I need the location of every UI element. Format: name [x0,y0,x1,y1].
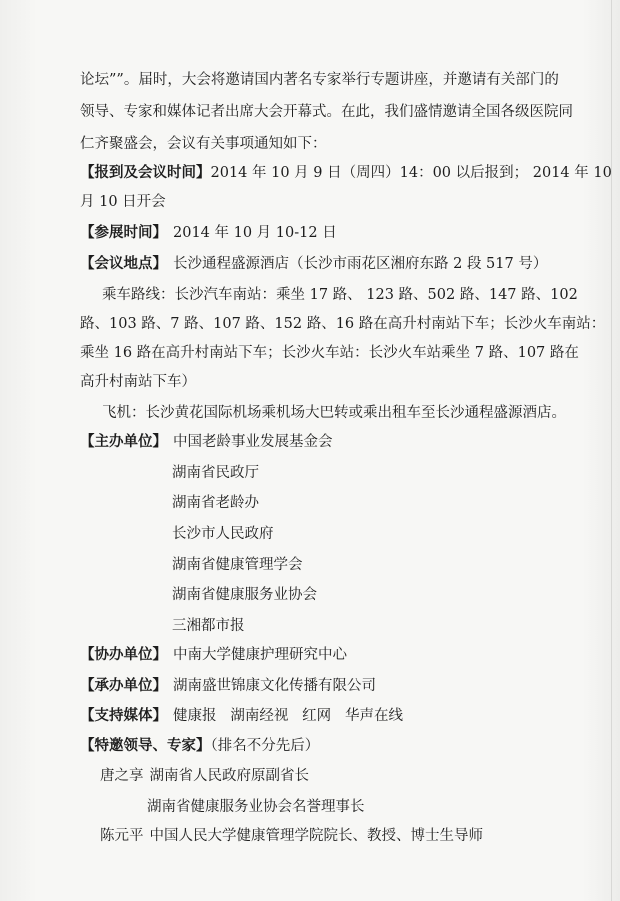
guest-row [100,826,610,846]
checkin-text-2: 月 10 日开会 [80,194,166,210]
host-item: 三湘都市报 [172,618,245,634]
exhibition-label: 【参展时间】 [80,225,167,241]
media-text: 健康报 湖南经视 红网 华声在线 [173,708,403,724]
guests-line [80,736,590,756]
intro-line-1: 论坛””。届时，大会将邀请国内著名专家举行专题讲座，并邀请有关部门的 [80,72,559,88]
intro-line-3: 仁齐聚盛会，会议有关事项通知如下： [80,136,327,152]
route-line-2: 路、103 路、7 路、107 路、152 路、16 路在高升村南站下车；长沙火车南站： [80,316,606,332]
hosts-line [80,432,590,452]
checkin-line [80,163,612,183]
guest-title-2: 湖南省健康服务业协会名誉理事长 [147,799,365,815]
guest-title: 湖南省人民政府原副省长 [149,768,309,784]
exhibition-text: 2014 年 10 月 10-12 日 [173,225,337,241]
route-line-4: 高升村南站下车） [80,374,196,390]
guest-name: 唐之享 [100,768,144,784]
venue-text: 长沙通程盛源酒店（长沙市雨花区湘府东路 2 段 517 号） [173,256,548,272]
host-item: 湖南省健康管理学会 [172,557,303,573]
page-edge [611,0,612,901]
host-item: 湖南省老龄办 [172,495,259,511]
host-item: 湖南省健康服务业协会 [172,587,317,603]
guest-row [100,766,610,786]
organizer-label: 【承办单位】 [80,678,167,694]
cohost-text: 中南大学健康护理研究中心 [173,647,347,663]
host-item: 中国老龄事业发展基金会 [173,434,333,450]
organizer-line [80,676,590,696]
route-line-1: 乘车路线：长沙汽车南站：乘坐 17 路、 123 路、502 路、147 路、102 [102,287,578,303]
guest-title: 中国人民大学健康管理学院院长、教授、博士生导师 [149,828,483,844]
cohost-line [80,645,590,665]
host-item: 湖南省民政厅 [172,465,259,481]
media-label: 【支持媒体】 [80,708,167,724]
intro-line-2: 领导、专家和媒体记者出席大会开幕式。在此，我们盛情邀请全国各级医院同 [80,104,573,120]
checkin-label: 【报到及会议时间】 [80,165,211,181]
venue-line [80,254,590,274]
guests-label: 【特邀领导、专家】 [80,738,211,754]
host-item: 长沙市人民政府 [172,526,274,542]
media-line [80,706,590,726]
checkin-text: 2014 年 10 月 9 日（周四）14：00 以后报到； 2014 年 10 [210,165,612,181]
guest-name: 陈元平 [100,828,144,844]
hosts-label: 【主办单位】 [80,434,167,450]
venue-label: 【会议地点】 [80,256,167,272]
guests-note: （排名不分先后） [210,738,320,754]
flight-line: 飞机：长沙黄花国际机场乘机场大巴转或乘出租车至长沙通程盛源酒店。 [102,405,566,421]
cohost-label: 【协办单位】 [80,647,167,663]
exhibition-line [80,223,590,243]
organizer-text: 湖南盛世锦康文化传播有限公司 [173,678,376,694]
route-line-3: 乘坐 16 路在高升村南站下车；长沙火车站：长沙火车站乘坐 7 路、107 路在 [80,345,579,361]
